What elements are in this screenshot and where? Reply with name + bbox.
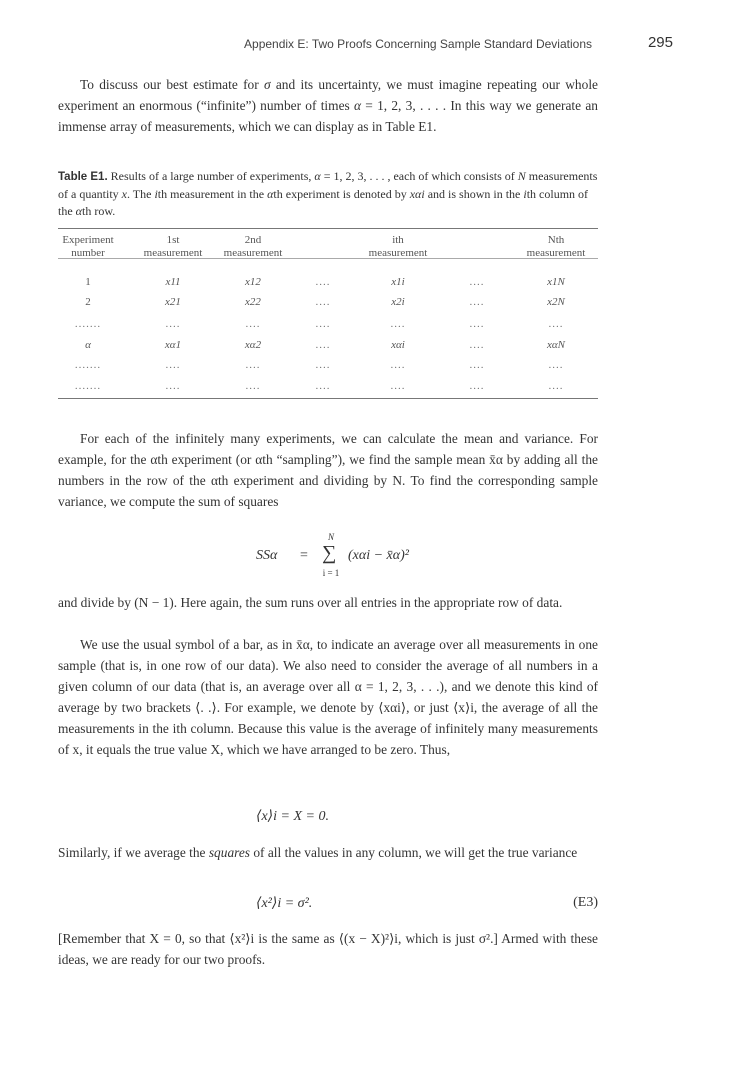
table-cell: ....... (74, 359, 102, 371)
table-cell: x1i (391, 276, 405, 288)
running-head (0, 34, 729, 54)
table-cell: .... (315, 318, 331, 330)
summation-icon: ∑ (322, 542, 337, 564)
header-ith-measurement: ith measurement (368, 234, 428, 259)
table-cell: α (85, 339, 91, 351)
header-1st-measurement: 1st measurement (143, 234, 203, 259)
table-cell: .... (315, 380, 331, 392)
table-cell: xα2 (244, 339, 262, 351)
table-cell: x2N (547, 296, 565, 308)
table-cell: x22 (245, 296, 261, 308)
header-2nd-measurement: 2nd measurement (223, 234, 283, 259)
table-cell: .... (315, 359, 331, 371)
equation-mean-zero: ⟨x⟩i = X = 0. (256, 809, 329, 824)
table-cell: ....... (74, 380, 102, 392)
paragraph-mean-variance: For each of the infinitely many experiments, we can calculate the mean and variance. For example, for the αth experiment (or αth “sampling”), we find the sample mean x̄α by adding all the numbers in the row of the αth experiment and dividing by N. To find the corresponding sample variance, we compute the sum of squares (58, 431, 598, 509)
eq-ss-equals: = (300, 548, 308, 563)
table-cell: .... (165, 359, 181, 371)
table-cell: .... (469, 359, 485, 371)
paragraph-squares: Similarly, if we average the squares of all the values in any column, we will get the true variance (58, 845, 578, 860)
table-cell: .... (548, 380, 564, 392)
table-cell: .... (548, 359, 564, 371)
table-cell: .... (469, 339, 485, 351)
eq-ss-body: (xαi − x̄α)² (348, 548, 409, 563)
header-experiment-number: Experiment number (62, 234, 114, 259)
table-caption: Table E1. Results of a large number of experiments, α = 1, 2, 3, . . . , each of which consists of N measurements of a quantity x. The ith measurement in the αth experiment is denoted by xαi and is shown in the ith column of the αth row. (58, 169, 598, 218)
table-cell: .... (245, 359, 261, 371)
table-label: Table E1. (58, 171, 108, 183)
table-cell: 2 (85, 296, 91, 308)
table-cell: .... (548, 318, 564, 330)
page-number: 295 (647, 34, 673, 51)
paragraph-remember: [Remember that X = 0, so that ⟨x²⟩i is the same as ⟨(x − X)²⟩i, which is just σ².] Armed with these ideas, we are ready for our two proofs. (58, 931, 598, 967)
eq-ss-lower-limit: i = 1 (322, 568, 340, 578)
table-cell: .... (390, 318, 406, 330)
table-cell: 1 (85, 276, 91, 288)
table-cell: x12 (245, 276, 261, 288)
table-cell: x1N (547, 276, 565, 288)
table-cell: .... (315, 339, 331, 351)
table-cell: .... (315, 296, 331, 308)
table-cell: x2i (391, 296, 405, 308)
eq-ss-upper-limit: N (327, 532, 334, 542)
eq-ss-lhs: SSα (256, 548, 278, 563)
table-cell: .... (469, 380, 485, 392)
table-cell: .... (245, 318, 261, 330)
results-table (58, 228, 598, 400)
table-cell: .... (165, 318, 181, 330)
table-cell: .... (469, 318, 485, 330)
paragraph-intro: To discuss our best estimate for σ and its uncertainty, we must imagine repeating our whole experiment an enormous (“infinite”) number of times α = 1, 2, 3, . . . . In this way we generate an immense array of measurements, which we can display as in Table E1. (58, 77, 598, 134)
table-cell: xαi (391, 339, 405, 351)
running-head-title: Appendix E: Two Proofs Concerning Sample Standard Deviations (244, 37, 592, 51)
table-cell: .... (390, 380, 406, 392)
table-cell: x21 (165, 296, 181, 308)
table-cell: ....... (74, 318, 102, 330)
equation-true-variance: ⟨x²⟩i = σ². (E3) (256, 895, 598, 911)
table-cell: .... (469, 296, 485, 308)
paragraph-divide: and divide by (N − 1). Here again, the sum runs over all entries in the appropriate row of data. (58, 595, 563, 610)
table-cell: .... (469, 276, 485, 288)
equation-number: (E3) (573, 895, 598, 910)
table-cell: .... (390, 359, 406, 371)
table-cell: .... (165, 380, 181, 392)
header-nth-measurement: Nth measurement (526, 234, 586, 259)
table-cell: x11 (165, 276, 181, 288)
table-cell: .... (315, 276, 331, 288)
table-cell: xα1 (164, 339, 182, 351)
paragraph-averages: We use the usual symbol of a bar, as in x̄α, to indicate an average over all measurements in one sample (that is, in one row of our data). We also need to consider the average of all numbers in a given column of our data (that is, an average over all α = 1, 2, 3, . . .), and we denote this kind of average by two brackets ⟨. .⟩. For example, we denote by ⟨xαi⟩, or just ⟨x⟩i, the average of all the measurements in the ith column. Because this value is the average of infinitely many measurements of x, it equals the true value X, which we have arranged to be zero. Thus, (58, 637, 598, 757)
table-cell: .... (245, 380, 261, 392)
table-cell: xαN (547, 339, 565, 351)
equation-sum-of-squares (58, 530, 598, 586)
